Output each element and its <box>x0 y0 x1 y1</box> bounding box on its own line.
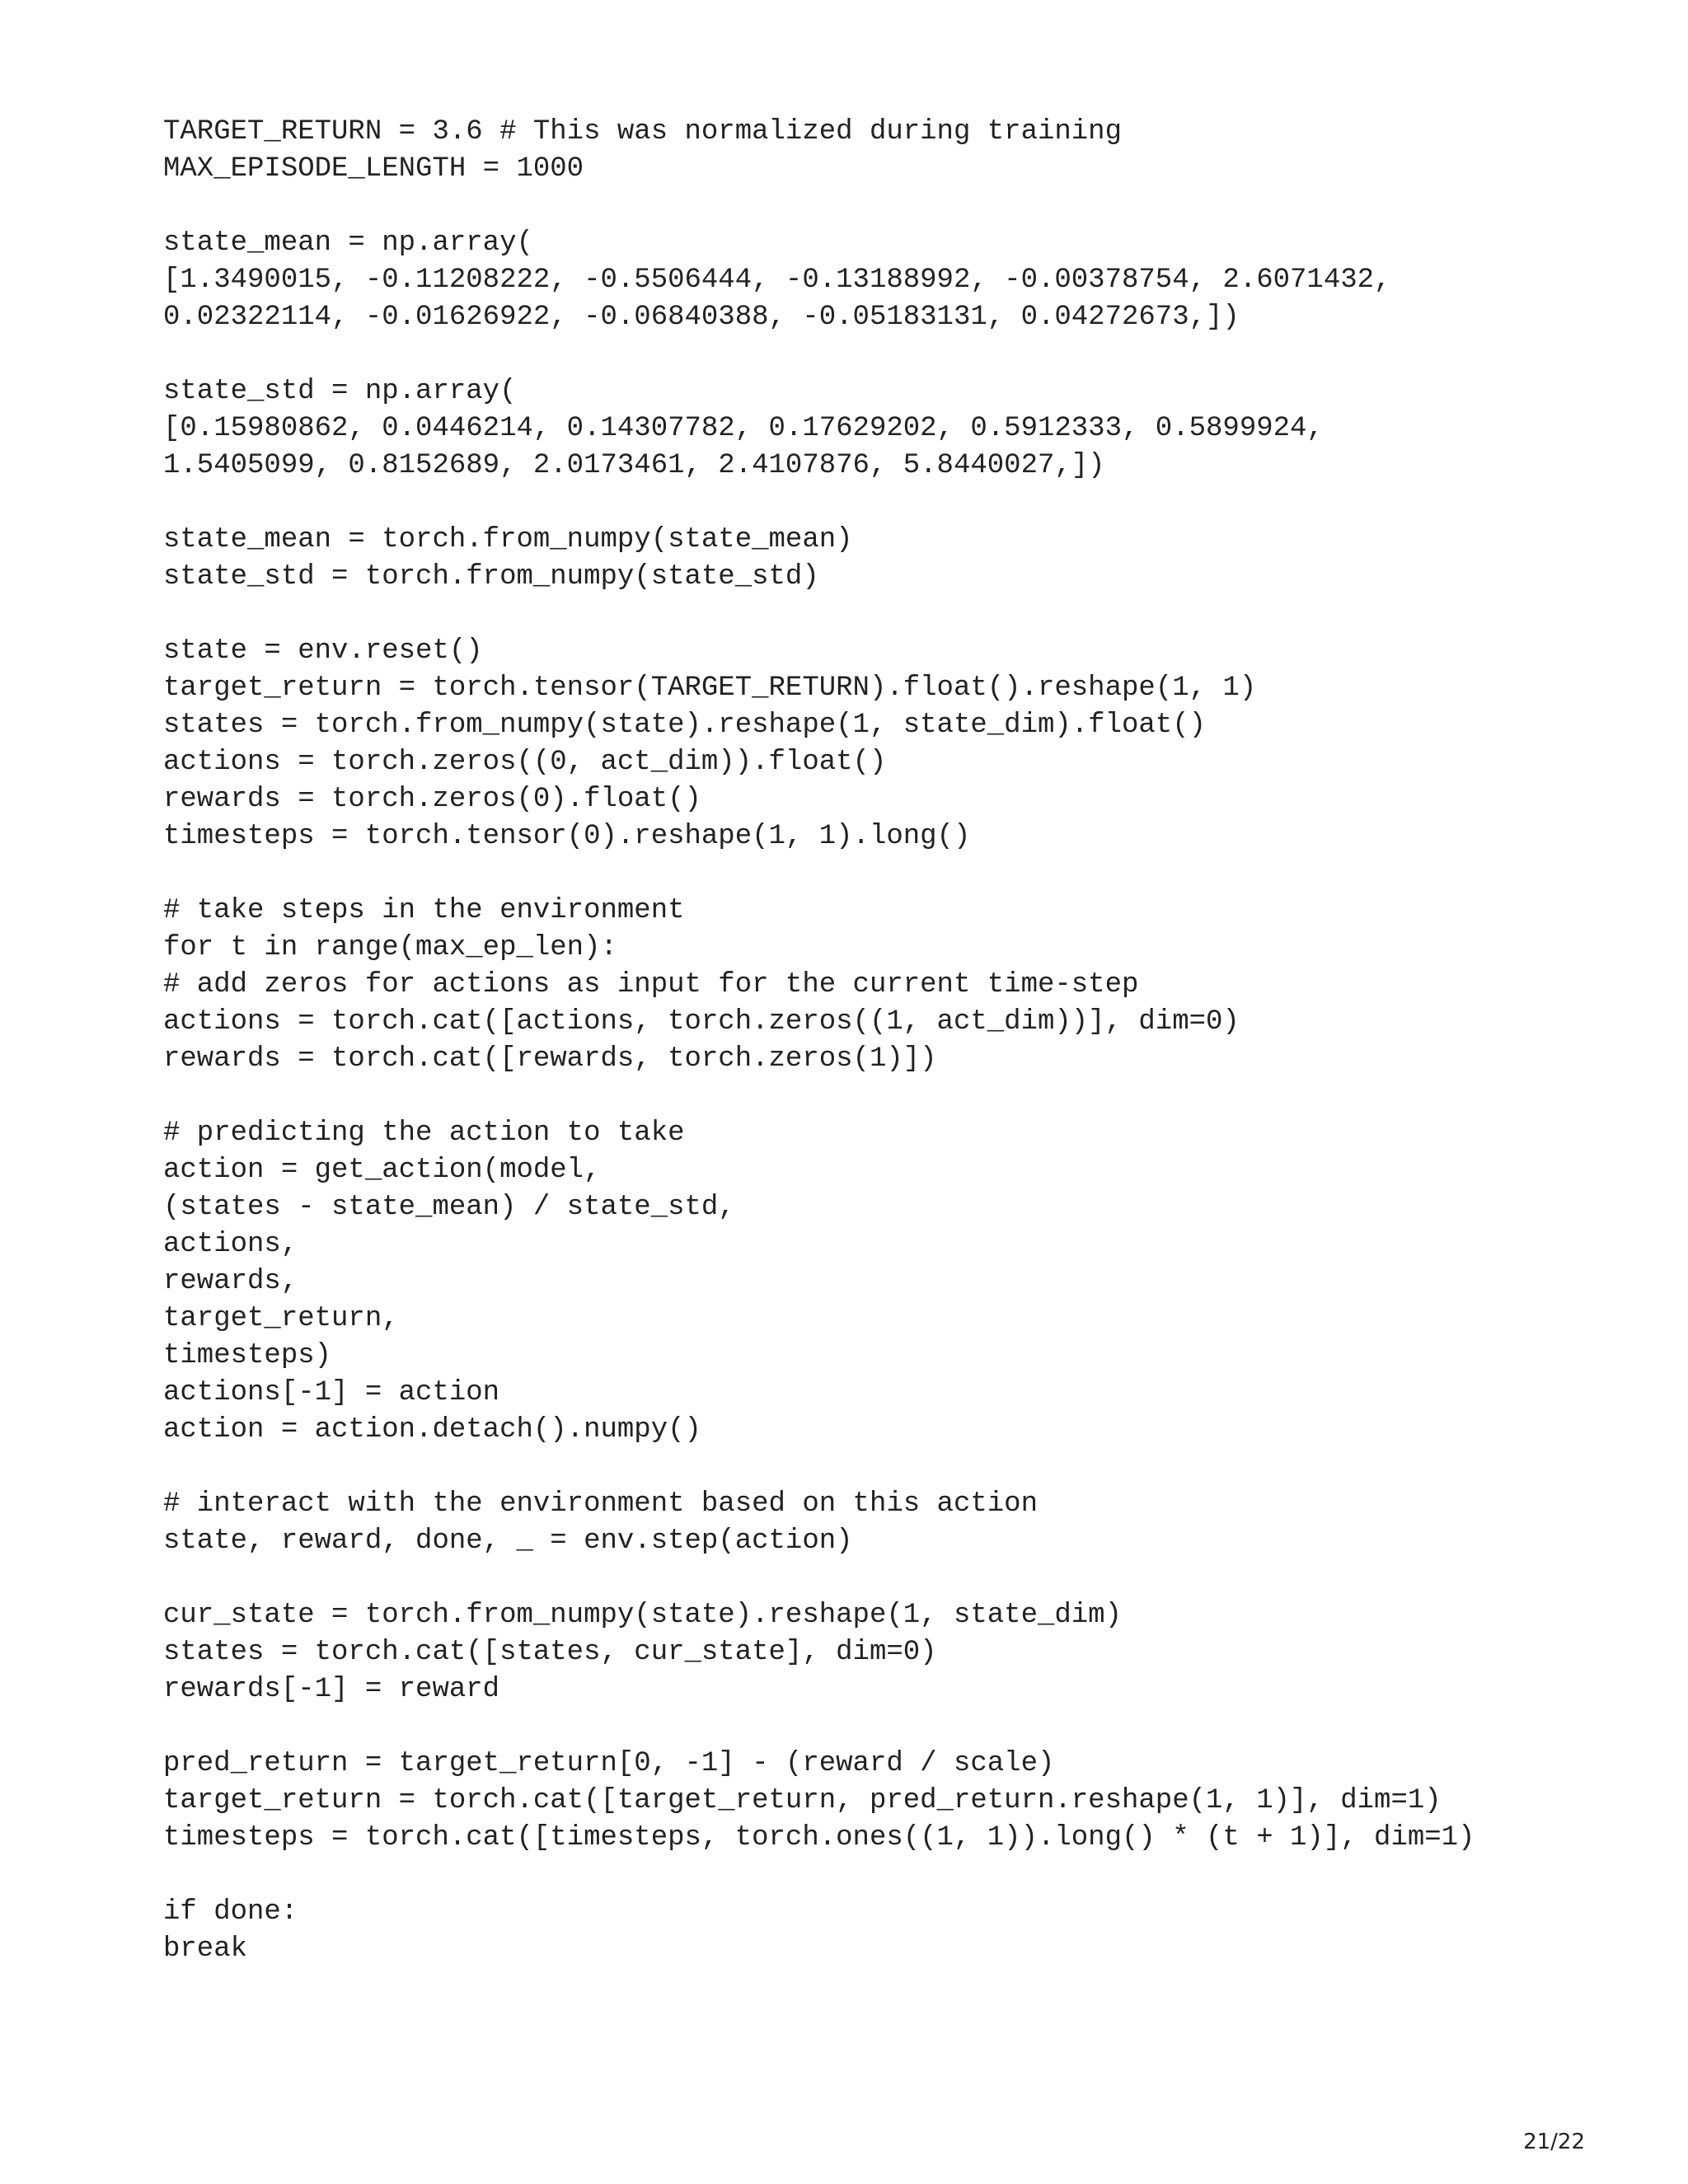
code-line: state_std = torch.from_numpy(state_std) <box>163 561 819 593</box>
page-number: 21/22 <box>1523 2130 1585 2154</box>
code-line: for t in range(max_ep_len): <box>163 932 617 963</box>
blank-line <box>163 596 1475 633</box>
code-line: state, reward, done, _ = env.step(action) <box>163 1526 853 1557</box>
code-line: states = torch.from_numpy(state).reshape(1, state_dim).float() <box>163 710 1207 741</box>
blank-line <box>163 855 1475 893</box>
code-line: cur_state = torch.from_numpy(state).reshape(1, state_dim) <box>163 1600 1122 1631</box>
code-line: action = get_action(model, <box>163 1155 601 1186</box>
code-line: break <box>163 1933 248 1965</box>
code-line: target_return, <box>163 1303 399 1334</box>
code-line: # interact with the environment based on this action <box>163 1488 1038 1520</box>
code-line: (states - state_mean) / state_std, <box>163 1192 735 1223</box>
code-block <box>163 114 1475 1968</box>
code-line: timesteps = torch.cat([timesteps, torch.ones((1, 1)).long() * (t + 1)], dim=1) <box>163 1822 1475 1854</box>
code-line: state = env.reset() <box>163 635 483 667</box>
code-line: state_std = np.array( <box>163 376 517 407</box>
code-line: target_return = torch.tensor(TARGET_RETURN).float().reshape(1, 1) <box>163 673 1257 704</box>
code-line: rewards[-1] = reward <box>163 1674 500 1705</box>
code-line: actions, <box>163 1229 298 1260</box>
blank-line <box>163 1708 1475 1746</box>
blank-line <box>163 1078 1475 1115</box>
code-line: # add zeros for actions as input for the current time-step <box>163 969 1139 1001</box>
code-line: state_mean = torch.from_numpy(state_mean) <box>163 524 853 555</box>
code-line: MAX_EPISODE_LENGTH = 1000 <box>163 153 584 185</box>
code-line: actions = torch.zeros((0, act_dim)).float() <box>163 747 887 778</box>
code-line: TARGET_RETURN = 3.6 # This was normalized during training <box>163 116 1122 148</box>
code-line: # predicting the action to take <box>163 1118 685 1149</box>
code-line: rewards, <box>163 1266 298 1297</box>
code-line: rewards = torch.zeros(0).float() <box>163 784 701 815</box>
code-line: states = torch.cat([states, cur_state], dim=0) <box>163 1637 937 1668</box>
blank-line <box>163 1857 1475 1894</box>
code-line: [1.3490015, -0.11208222, -0.5506444, -0.13188992, -0.00378754, 2.6071432, <box>163 265 1391 296</box>
code-line: 1.5405099, 0.8152689, 2.0173461, 2.4107876, 5.8440027,]) <box>163 450 1105 481</box>
code-line: timesteps) <box>163 1340 332 1371</box>
blank-line <box>163 1560 1475 1597</box>
code-line: state_mean = np.array( <box>163 227 533 259</box>
code-line: rewards = torch.cat([rewards, torch.zeros(1)]) <box>163 1043 937 1075</box>
blank-line <box>163 1449 1475 1486</box>
code-line: action = action.detach().numpy() <box>163 1414 701 1446</box>
code-line: if done: <box>163 1896 298 1928</box>
blank-line <box>163 336 1475 373</box>
code-line: timesteps = torch.tensor(0).reshape(1, 1).long() <box>163 821 971 852</box>
code-line: target_return = torch.cat([target_return, pred_return.reshape(1, 1)], dim=1) <box>163 1785 1442 1816</box>
code-line: pred_return = target_return[0, -1] - (reward / scale) <box>163 1748 1055 1779</box>
code-line: [0.15980862, 0.0446214, 0.14307782, 0.17629202, 0.5912333, 0.5899924, <box>163 413 1324 444</box>
blank-line <box>163 485 1475 522</box>
blank-line <box>163 188 1475 225</box>
code-line: # take steps in the environment <box>163 895 685 926</box>
code-line: actions[-1] = action <box>163 1377 500 1408</box>
code-line: 0.02322114, -0.01626922, -0.06840388, -0.05183131, 0.04272673,]) <box>163 302 1240 333</box>
code-line: actions = torch.cat([actions, torch.zeros((1, act_dim))], dim=0) <box>163 1006 1240 1038</box>
